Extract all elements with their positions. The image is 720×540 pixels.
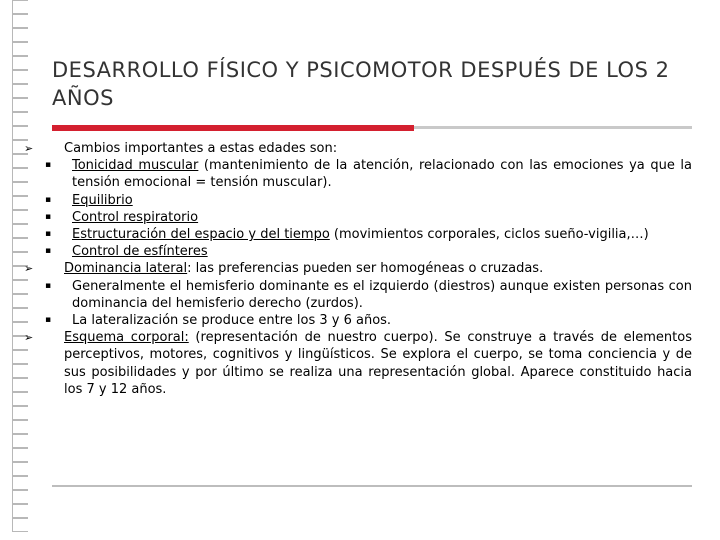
sub-bullet-control-respiratorio	[45, 209, 692, 226]
deco-square	[12, 98, 28, 112]
deco-square	[12, 56, 28, 70]
sub-bullet-esfinteres	[45, 243, 692, 260]
arrow-bullet-icon: ➢	[24, 142, 34, 155]
square-dot-icon: ▪	[45, 229, 52, 240]
sub-bullet-term: Tonicidad muscular	[72, 158, 199, 174]
sub-bullet-hemisferio	[45, 278, 692, 312]
arrow-bullet-icon: ➢	[24, 331, 34, 345]
deco-square	[12, 14, 28, 28]
slide-title: DESARROLLO FÍSICO Y PSICOMOTOR DESPUÉS DE LOS 2 AÑOS	[52, 58, 670, 110]
square-dot-icon: ▪	[45, 280, 52, 291]
square-dot-icon: ▪	[45, 211, 52, 222]
sub-bullet-text: (movimientos corporales, ciclos sueño-vigilia,…)	[329, 227, 649, 243]
sub-bullet-equilibrio	[45, 192, 692, 209]
sub-bullet-text: Generalmente el hemisferio dominante es el izquierdo (diestros) aunque existen personas con dominancia del hemisferio derecho (zurdos).	[72, 278, 692, 311]
sub-bullet-estructuracion	[45, 226, 692, 243]
bullet-dominancia	[10, 260, 692, 277]
square-dot-icon: ▪	[45, 160, 52, 171]
deco-square	[12, 0, 28, 14]
sub-bullet-term: Equilibrio	[72, 192, 133, 208]
square-dot-icon: ▪	[45, 194, 52, 205]
deco-square	[12, 476, 28, 490]
bullet-text: : las preferencias pueden ser homogéneas o cruzadas.	[187, 261, 544, 277]
deco-square	[12, 406, 28, 420]
deco-square	[12, 84, 28, 98]
square-dot-icon: ▪	[45, 246, 52, 257]
sub-bullet-term: Control de esfínteres	[72, 244, 208, 260]
sub-bullet-term: Control respiratorio	[72, 209, 199, 225]
deco-square	[12, 448, 28, 462]
deco-square	[12, 518, 28, 532]
bullet-cambios	[10, 140, 692, 157]
sub-bullet-lateralizacion	[45, 312, 692, 329]
bullet-text: Cambios importantes a estas edades son:	[64, 141, 338, 156]
footer-rule	[52, 485, 692, 487]
square-dot-icon: ▪	[45, 315, 52, 326]
deco-square	[12, 420, 28, 434]
sub-bullet-tonicidad	[45, 157, 692, 191]
deco-square	[12, 112, 28, 126]
sub-bullet-term: Estructuración del espacio y del tiempo	[72, 227, 330, 243]
bullet-term: Esquema corporal:	[64, 330, 189, 346]
deco-square	[12, 434, 28, 448]
deco-square	[12, 490, 28, 504]
bullet-term: Dominancia lateral	[64, 261, 188, 277]
deco-square	[12, 462, 28, 476]
sub-bullet-text: (mantenimiento de la atención, relacionado con las emociones ya que la tensión emocional = tensión muscular).	[72, 158, 692, 191]
deco-square	[12, 126, 28, 140]
slide-body	[10, 140, 692, 398]
title-accent-bar	[52, 125, 414, 131]
deco-square	[12, 70, 28, 84]
arrow-bullet-icon: ➢	[24, 262, 34, 276]
bullet-text: (representación de nuestro cuerpo). Se construye a través de elementos perceptivos, motores, cognitivos y lingüísticos. Se explora el cuerpo, se toma conciencia y de sus posibilidades y por último se realiza una representación global. Aparece constituido hacia los 7 y 12 años.	[64, 330, 692, 397]
bullet-esquema	[10, 329, 692, 398]
sub-bullet-text: La lateralización se produce entre los 3 y 6 años.	[72, 313, 392, 329]
deco-square	[12, 42, 28, 56]
deco-square	[12, 504, 28, 518]
deco-square	[12, 28, 28, 42]
